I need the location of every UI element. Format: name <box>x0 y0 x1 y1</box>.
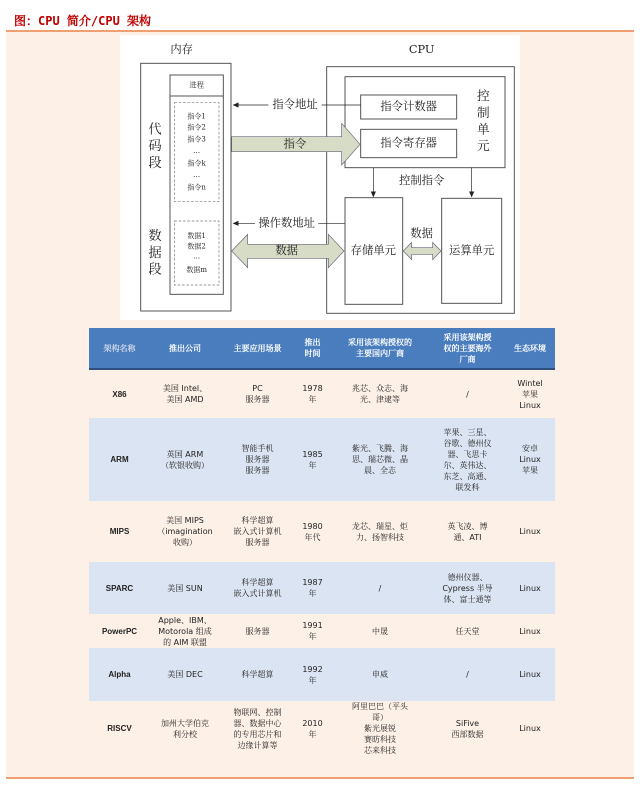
column-header: 采用该架构授权的 主要国内厂商 <box>330 328 430 369</box>
data-item: 数据1 <box>187 232 206 240</box>
table-cell: Wintel 苹果 Linux <box>517 378 543 410</box>
table-cell: 1980 年代 <box>302 521 323 542</box>
table-cell: 科学超算 嵌入式计算机 <box>220 562 295 614</box>
data-small-double-arrow <box>403 242 441 259</box>
instruction-item: 指令n <box>187 183 206 192</box>
table-cell: 德州仪器、 Cypress 半导 体、富士通等 <box>430 562 505 614</box>
column-header: 推出 时间 <box>295 328 330 369</box>
table-cell: 1978 年 <box>302 384 323 404</box>
table-cell: 美国 MIPS （imagination 收购） <box>157 516 213 547</box>
table-cell: 申威 <box>330 648 430 701</box>
table-cell: 美国 DEC <box>150 648 220 701</box>
architecture-name: Alpha <box>89 648 150 701</box>
architecture-name: PowerPC <box>101 626 138 636</box>
table-cell: / <box>430 648 505 701</box>
table-row <box>89 418 555 501</box>
data-arrow-label: 数据 <box>275 243 299 257</box>
table-cell: 智能手机 服务器 服务器 <box>220 418 295 501</box>
table-cell: Linux <box>519 527 541 536</box>
table-cell: Apple、IBM、 Motorola 组成 的 AIM 联盟 <box>158 615 212 647</box>
table-cell: 龙芯、瑞星、炬 力、扬智科技 <box>352 521 408 542</box>
architecture-name: RISCV <box>107 724 132 733</box>
table-cell: Linux <box>505 562 555 614</box>
control-unit-label: 控 <box>477 88 490 104</box>
table-cell: 1985 年 <box>295 418 330 501</box>
column-header: 生态环境 <box>505 328 555 369</box>
program-counter-label: 指令计数器 <box>380 99 437 113</box>
table-cell: 科学超算 <box>220 648 295 701</box>
table-row <box>89 614 555 648</box>
figure-title: 图：CPU 简介/CPU 架构 <box>14 14 152 28</box>
column-header: 采用该架构授 权的主要海外 厂商 <box>430 328 505 369</box>
instruction-arrow-label: 指令 <box>283 136 307 151</box>
data-segment-label: 数 <box>148 229 162 245</box>
control-unit-label: 单 <box>477 121 490 137</box>
table-cell: 任天堂 <box>455 626 480 636</box>
data-segment-label: 据 <box>148 245 162 261</box>
data-segment-label: 段 <box>148 262 162 278</box>
table-cell: 1992 年 <box>295 648 330 701</box>
table-cell: 安卓 Linux 苹果 <box>505 418 555 501</box>
instruction-address-label: 指令地址 <box>272 97 318 111</box>
storage-unit-label: 存储单元 <box>350 243 396 257</box>
table-cell: 英飞凌、博 通、ATI <box>447 521 488 542</box>
control-unit-label: 元 <box>477 138 490 154</box>
architecture-name: ARM <box>89 418 150 501</box>
table-cell: Linux <box>519 626 541 636</box>
table-cell: 兆芯、众志、海 光、津逮等 <box>352 384 408 404</box>
alu-label: 运算单元 <box>449 243 495 257</box>
table-cell: 阿里巴巴（平头 哥） 紫光展锐 赛昉科技 芯来科技 <box>352 702 408 755</box>
table-row <box>89 501 555 562</box>
table-cell: 紫光、飞腾、海 思、瑞芯微、晶 晨、全志 <box>330 418 430 501</box>
code-segment-label: 码 <box>148 139 162 155</box>
cpu-diagram <box>120 35 520 320</box>
architecture-name: MIPS <box>109 527 130 536</box>
data-small-label: 数据 <box>410 226 434 240</box>
table-row <box>89 648 555 701</box>
cpu-label: CPU <box>408 42 435 56</box>
table-cell: 英国 ARM （软银收购） <box>150 418 220 501</box>
memory-label: 内存 <box>170 42 194 56</box>
table-row <box>89 701 555 756</box>
table-cell: 科学超算 嵌入式计算机 服务器 <box>233 516 282 547</box>
instruction-register-label: 指令寄存器 <box>380 135 437 150</box>
column-header: 架构名称 <box>89 328 150 369</box>
instruction-item: … <box>193 171 201 179</box>
code-segment-label: 代 <box>148 122 162 138</box>
column-header: 推出公司 <box>150 328 220 369</box>
instruction-item: 指令k <box>187 159 206 168</box>
process-label: 进程 <box>189 80 204 90</box>
table-cell: / <box>466 389 469 399</box>
control-unit-label: 制 <box>477 104 490 120</box>
control-instruction-label: 控制指令 <box>399 173 445 187</box>
table-cell: 1991 年 <box>302 621 323 641</box>
table-cell: Linux <box>505 648 555 701</box>
title-bar <box>6 9 634 32</box>
cpu-architecture-table <box>89 328 555 756</box>
table-cell: 中晟 <box>372 626 388 636</box>
architecture-name: SPARC <box>89 562 150 614</box>
table-cell: 服务器 <box>245 626 270 636</box>
table-cell: Linux <box>519 724 541 733</box>
architecture-name: X86 <box>112 389 127 399</box>
instruction-item: 指令1 <box>187 112 206 121</box>
data-item: … <box>193 252 201 261</box>
table-cell: 加州大学伯克 利分校 <box>161 718 209 739</box>
table-cell: PC 服务器 <box>245 384 270 404</box>
table-cell: 物联网、控制 器、数据中心 的专用芯片和 边缘计算等 <box>233 707 282 750</box>
table-cell: 苹果、三星、 谷歌、德州仪 器、飞思卡 尔、英伟达、 东芝、高通、 联发科 <box>430 418 505 501</box>
table-cell: 美国 Intel、 美国 AMD <box>162 384 208 404</box>
data-item: 数据m <box>186 266 207 274</box>
code-segment-label: 段 <box>148 155 162 171</box>
column-header: 主要应用场景 <box>220 328 295 369</box>
table-row <box>89 562 555 614</box>
data-item: 数据2 <box>187 242 206 251</box>
table-cell: / <box>330 562 430 614</box>
table-cell: SiFive 西部数据 <box>451 718 484 739</box>
table-cell: 美国 SUN <box>150 562 220 614</box>
table-cell: 1987 年 <box>295 562 330 614</box>
instruction-item: 指令3 <box>187 135 206 144</box>
table-cell: 2010 年 <box>302 718 323 739</box>
instruction-item: 指令2 <box>187 123 206 132</box>
instruction-item: … <box>193 147 201 155</box>
operand-address-label: 操作数地址 <box>258 215 315 230</box>
table-row <box>89 369 555 418</box>
